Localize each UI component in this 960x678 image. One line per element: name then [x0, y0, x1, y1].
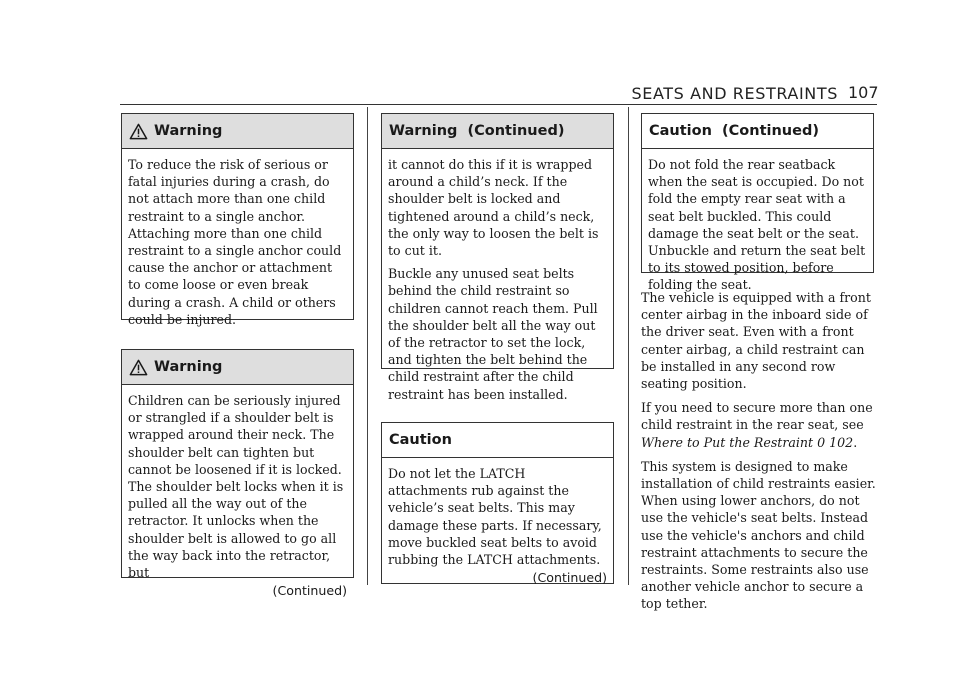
caution-label: Caution	[389, 432, 452, 448]
caution-continued-box	[641, 113, 874, 293]
cross-reference-symbol: 0	[817, 434, 826, 450]
warning-box-1	[121, 113, 354, 327]
body-paragraph-3: This system is designed to make installation of child restraints easier. When using lower anchors, do not use the vehicle's seat belts. Instead use the vehicle's anchors and child restraint attachments to secure the restraints. Some restraints also use another vehicle anchor to secure a top tether.	[641, 458, 876, 612]
warning-header	[122, 350, 353, 385]
caution-box	[381, 422, 614, 584]
page-number: 107	[848, 83, 879, 102]
warning-header	[122, 114, 353, 149]
warning-continued-paragraph-1: it cannot do this if it is wrapped around a child’s neck. If the shoulder belt is locked and tightened around a child’s neck, the only way to loosen the belt is to cut it.	[388, 157, 599, 259]
caution-continued-label: Caution (Continued)	[649, 123, 819, 139]
body-paragraph-2-suffix: .	[853, 434, 858, 450]
cross-reference-link[interactable]: Where to Put the Restraint	[641, 434, 814, 450]
section-title: SEATS AND RESTRAINTS	[631, 84, 838, 103]
cross-reference-page[interactable]: 102	[829, 434, 854, 450]
caution-continued-header	[642, 114, 873, 149]
caution-header	[382, 423, 613, 458]
header-rule	[120, 104, 877, 105]
body-paragraph-1: The vehicle is equipped with a front center airbag in the inboard side of the driver seat. Even with a front center airbag, a child restraint can be installed in any second row seating position.	[641, 290, 871, 392]
warning-triangle-icon	[129, 359, 148, 376]
warning-continued-paragraph-2: Buckle any unused seat belts behind the child restraint so children cannot reach them. Pull the shoulder belt all the way out of the retractor to set the lock, and tighten the belt behind the child restraint after the child restraint has been installed.	[388, 266, 598, 402]
warning-text: To reduce the risk of serious or fatal injuries during a crash, do not attach more than one child restraint to a single anchor. Attaching more than one child restraint to a single anchor could cause the anchor or attachment to come loose or even break during a crash. A child or others could be injured.	[128, 157, 342, 327]
warning-text: Children can be seriously injured or strangled if a shoulder belt is wrapped around their neck. The shoulder belt can tighten but cannot be loosened if it is locked. The shoulder belt locks when it is pulled all the way out of the retractor. It unlocks when the shoulder belt is allowed to go all the way back into the retractor, but	[128, 393, 344, 581]
warning-triangle-icon	[129, 123, 148, 140]
warning-box-2	[121, 349, 354, 599]
warning-continued-label: Warning (Continued)	[389, 123, 565, 139]
caution-continued-text: Do not fold the rear seatback when the seat is occupied. Do not fold the empty rear seat with a seat belt buckled. This could damage the seat belt or the seat. Unbuckle and return the seat belt to its stowed position, before folding the seat.	[648, 157, 866, 293]
body-paragraph-2-prefix: If you need to secure more than one child restraint in the rear seat, see	[641, 400, 873, 433]
warning-label: Warning	[154, 123, 223, 139]
body-paragraph-2	[641, 399, 879, 451]
continued-label: (Continued)	[532, 570, 607, 586]
caution-text: Do not let the LATCH attachments rub against the vehicle’s seat belts. This may damage these parts. If necessary, move buckled seat belts to avoid rubbing the LATCH attachments.	[388, 466, 602, 568]
column-divider-left	[367, 107, 368, 585]
column-divider-right	[628, 107, 629, 585]
warning-continued-header	[382, 114, 613, 149]
body-text	[641, 289, 879, 620]
continued-label: (Continued)	[272, 583, 347, 599]
warning-label: Warning	[154, 359, 223, 375]
warning-continued-box	[381, 113, 614, 402]
